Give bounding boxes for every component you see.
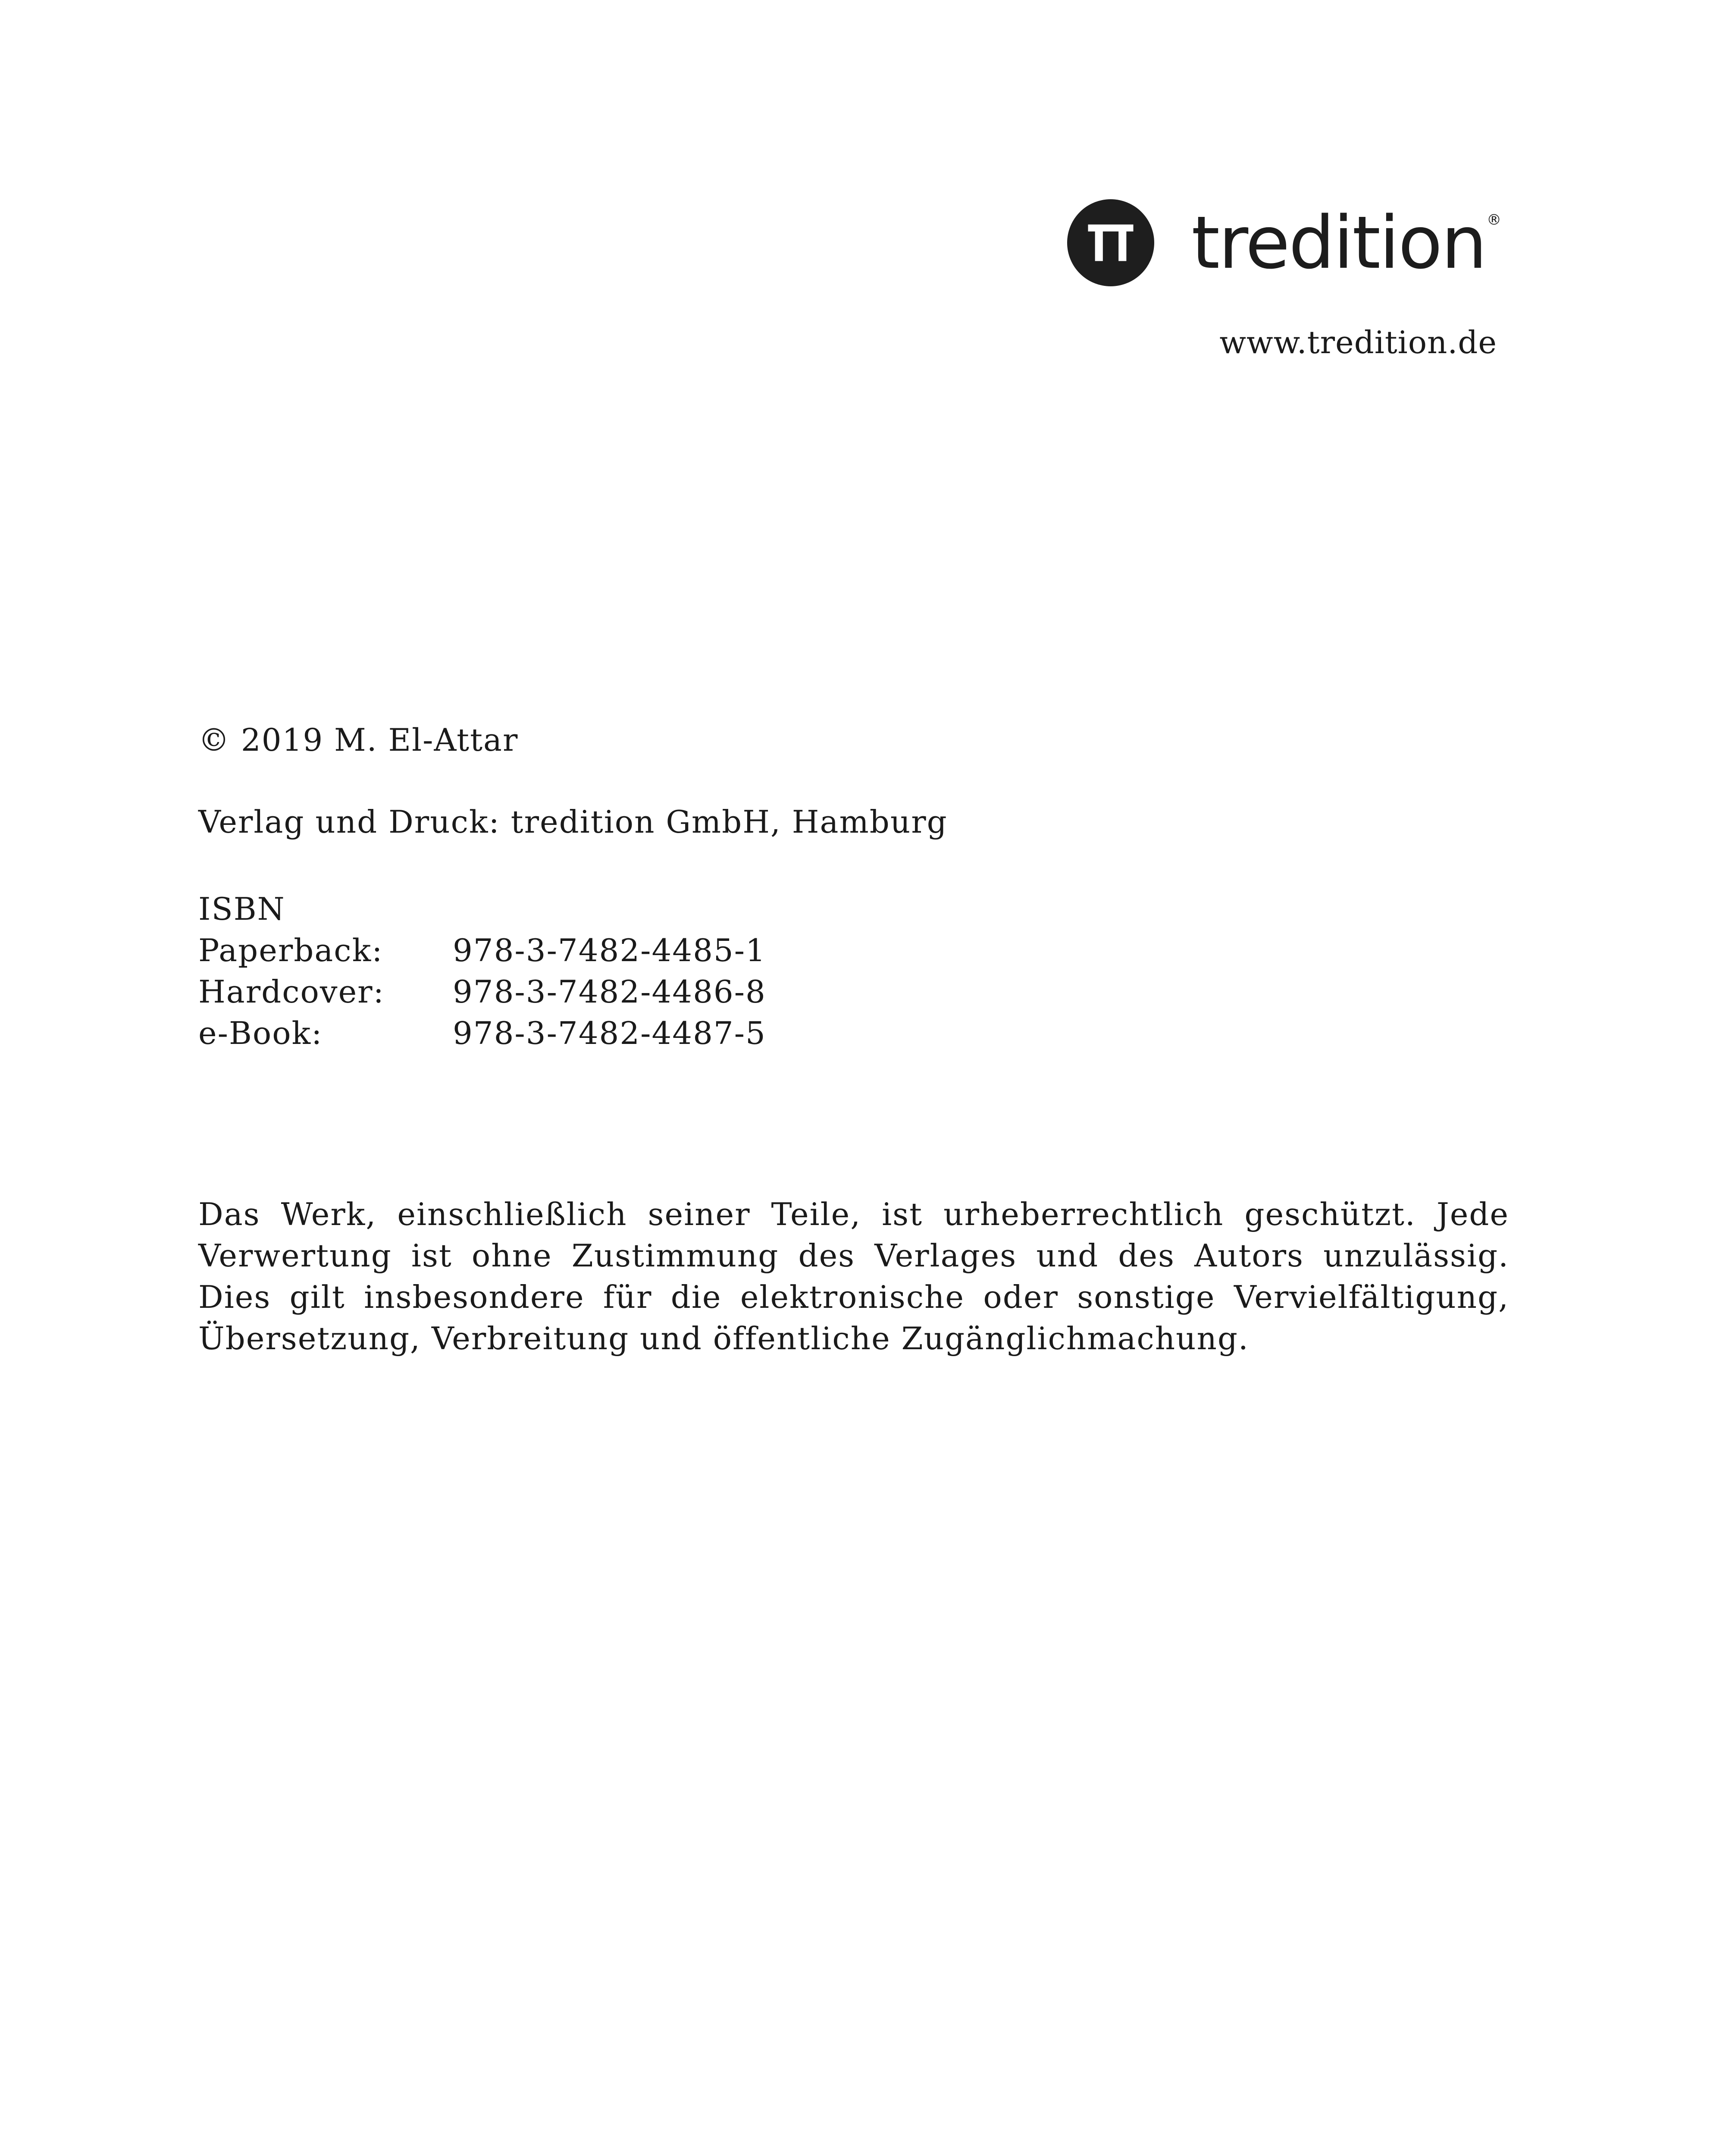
isbn-value: 978-3-7482-4486-8	[453, 974, 766, 1010]
copyright-line: © 2019 M. El-Attar	[198, 722, 519, 758]
isbn-row	[198, 971, 766, 1012]
tredition-logo-icon	[1067, 199, 1154, 286]
isbn-heading: ISBN	[198, 891, 285, 927]
isbn-value: 978-3-7482-4485-1	[453, 932, 766, 968]
isbn-value: 978-3-7482-4487-5	[453, 1015, 766, 1051]
legal-notice: Das Werk, einschließlich seiner Teile, ist urheberrechtlich geschützt. Jede Verwertung ist ohne Zustimmung des Verlages und des Autors unzulässig. Dies gilt insbesondere für die elektronische oder sonstige Vervielfältigung, Übersetzung, Verbreitung und öffentliche Zugänglichmachung.	[198, 1196, 1509, 1357]
publisher-line: Verlag und Druck: tredition GmbH, Hamburg	[198, 804, 948, 840]
publisher-website: www.tredition.de	[1219, 324, 1497, 360]
isbn-block	[198, 888, 766, 1054]
publisher-logo	[1067, 199, 1501, 286]
registered-trademark-symbol: ®	[1487, 211, 1501, 229]
logo-wordmark: tredition	[1191, 201, 1486, 285]
isbn-label: Hardcover:	[198, 974, 385, 1010]
isbn-row	[198, 930, 766, 971]
isbn-label: e-Book:	[198, 1015, 323, 1051]
isbn-row	[198, 1012, 766, 1054]
isbn-label: Paperback:	[198, 932, 383, 968]
